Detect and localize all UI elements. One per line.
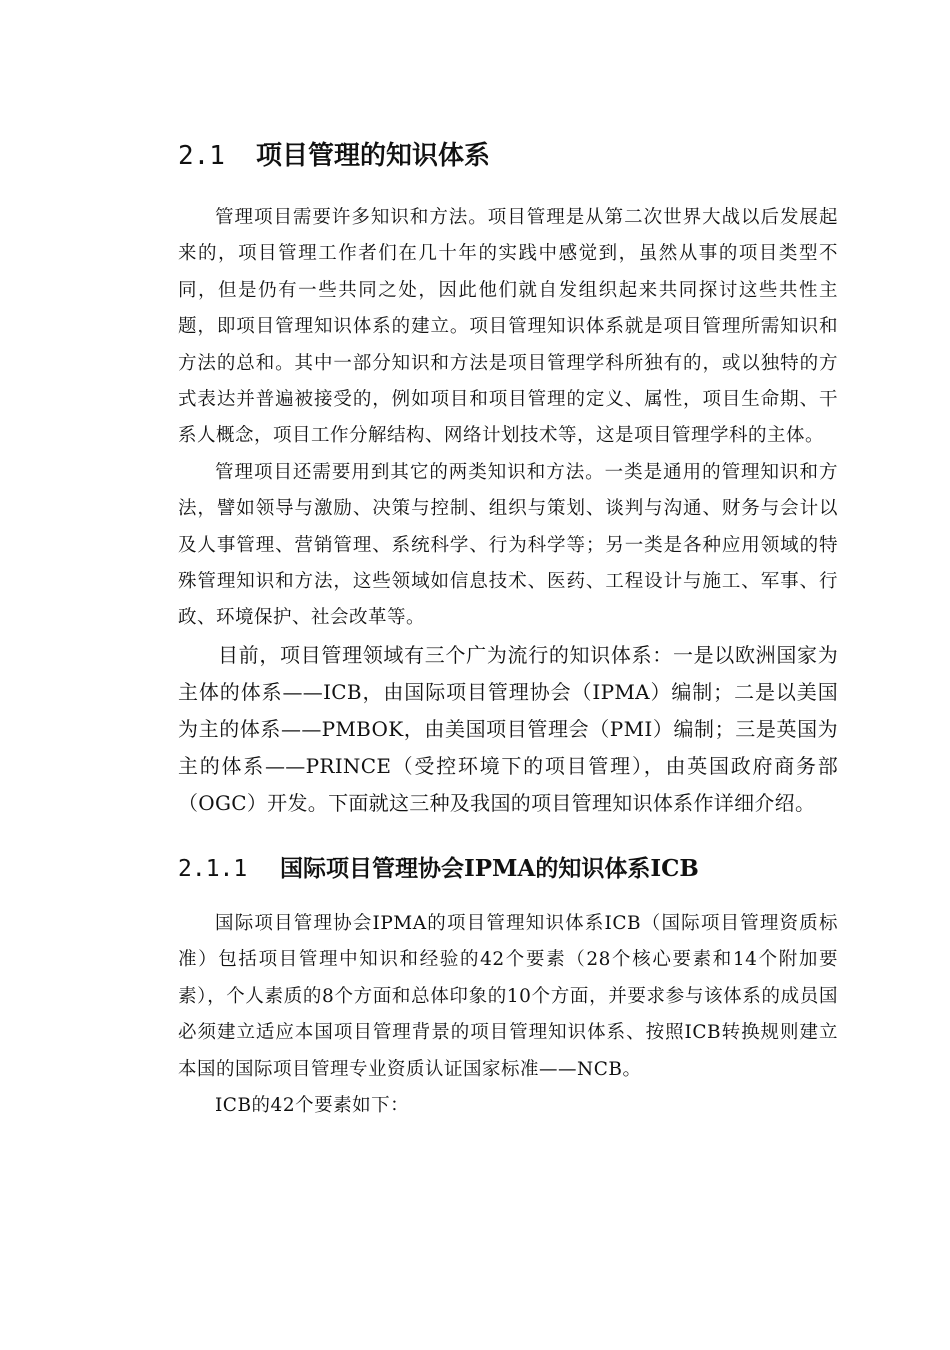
document-body	[178, 132, 838, 1124]
paragraph-icb-elements: ICB的42个要素如下：	[215, 1094, 410, 1116]
paragraph-icb: 国际项目管理协会IPMA的项目管理知识体系ICB（国际项目管理资质标准）包括项目管理中知识和经验的42个要素（28个核心要素和14个附加要素），个人素质的8个方面和总体印象的10个方面，并要求参与该体系的成员国必须建立适应本国项目管理背景的项目管理知识体系、按照ICB转换规则建立本国的国际项目管理专业资质认证国家标准——NCB。	[178, 912, 838, 1080]
paragraph-three-systems: 目前，项目管理领域有三个广为流行的知识体系：一是以欧洲国家为主体的体系——ICB，由国际项目管理协会（IPMA）编制；二是以美国为主的体系——PMBOK，由美国项目管理会（PMI）编制；三是英国为主的体系——PRINCE（受控环境下的项目管理），由英国政府商务部（OGC）开发。下面就这三种及我国的项目管理知识体系作详细介绍。	[178, 642, 838, 815]
subsection-heading	[178, 848, 838, 890]
subsection-title: 国际项目管理协会IPMA的知识体系ICB	[280, 854, 699, 882]
section-number: 2.1	[178, 141, 225, 171]
section-heading	[178, 132, 838, 180]
paragraph-intro: 管理项目需要许多知识和方法。项目管理是从第二次世界大战以后发展起来的，项目管理工作者们在几十年的实践中感觉到，虽然从事的项目类型不同，但是仍有一些共同之处，因此他们就自发组织起来共同探讨这些共性主题，即项目管理知识体系的建立。项目管理知识体系就是项目管理所需知识和方法的总和。其中一部分知识和方法是项目管理学科所独有的，或以独特的方式表达并普遍被接受的，例如项目和项目管理的定义、属性，项目生命期、干系人概念，项目工作分解结构、网络计划技术等，这是项目管理学科的主体。	[178, 207, 838, 447]
paragraph-other-knowledge: 管理项目还需要用到其它的两类知识和方法。一类是通用的管理知识和方法，譬如领导与激励、决策与控制、组织与策划、谈判与沟通、财务与会计以及人事管理、营销管理、系统科学、行为科学等；另一类是各种应用领域的特殊管理知识和方法，这些领域如信息技术、医药、工程设计与施工、军事、行政、环境保护、社会改革等。	[178, 461, 838, 629]
section-title: 项目管理的知识体系	[256, 141, 491, 171]
subsection-number: 2.1.1	[178, 855, 248, 882]
